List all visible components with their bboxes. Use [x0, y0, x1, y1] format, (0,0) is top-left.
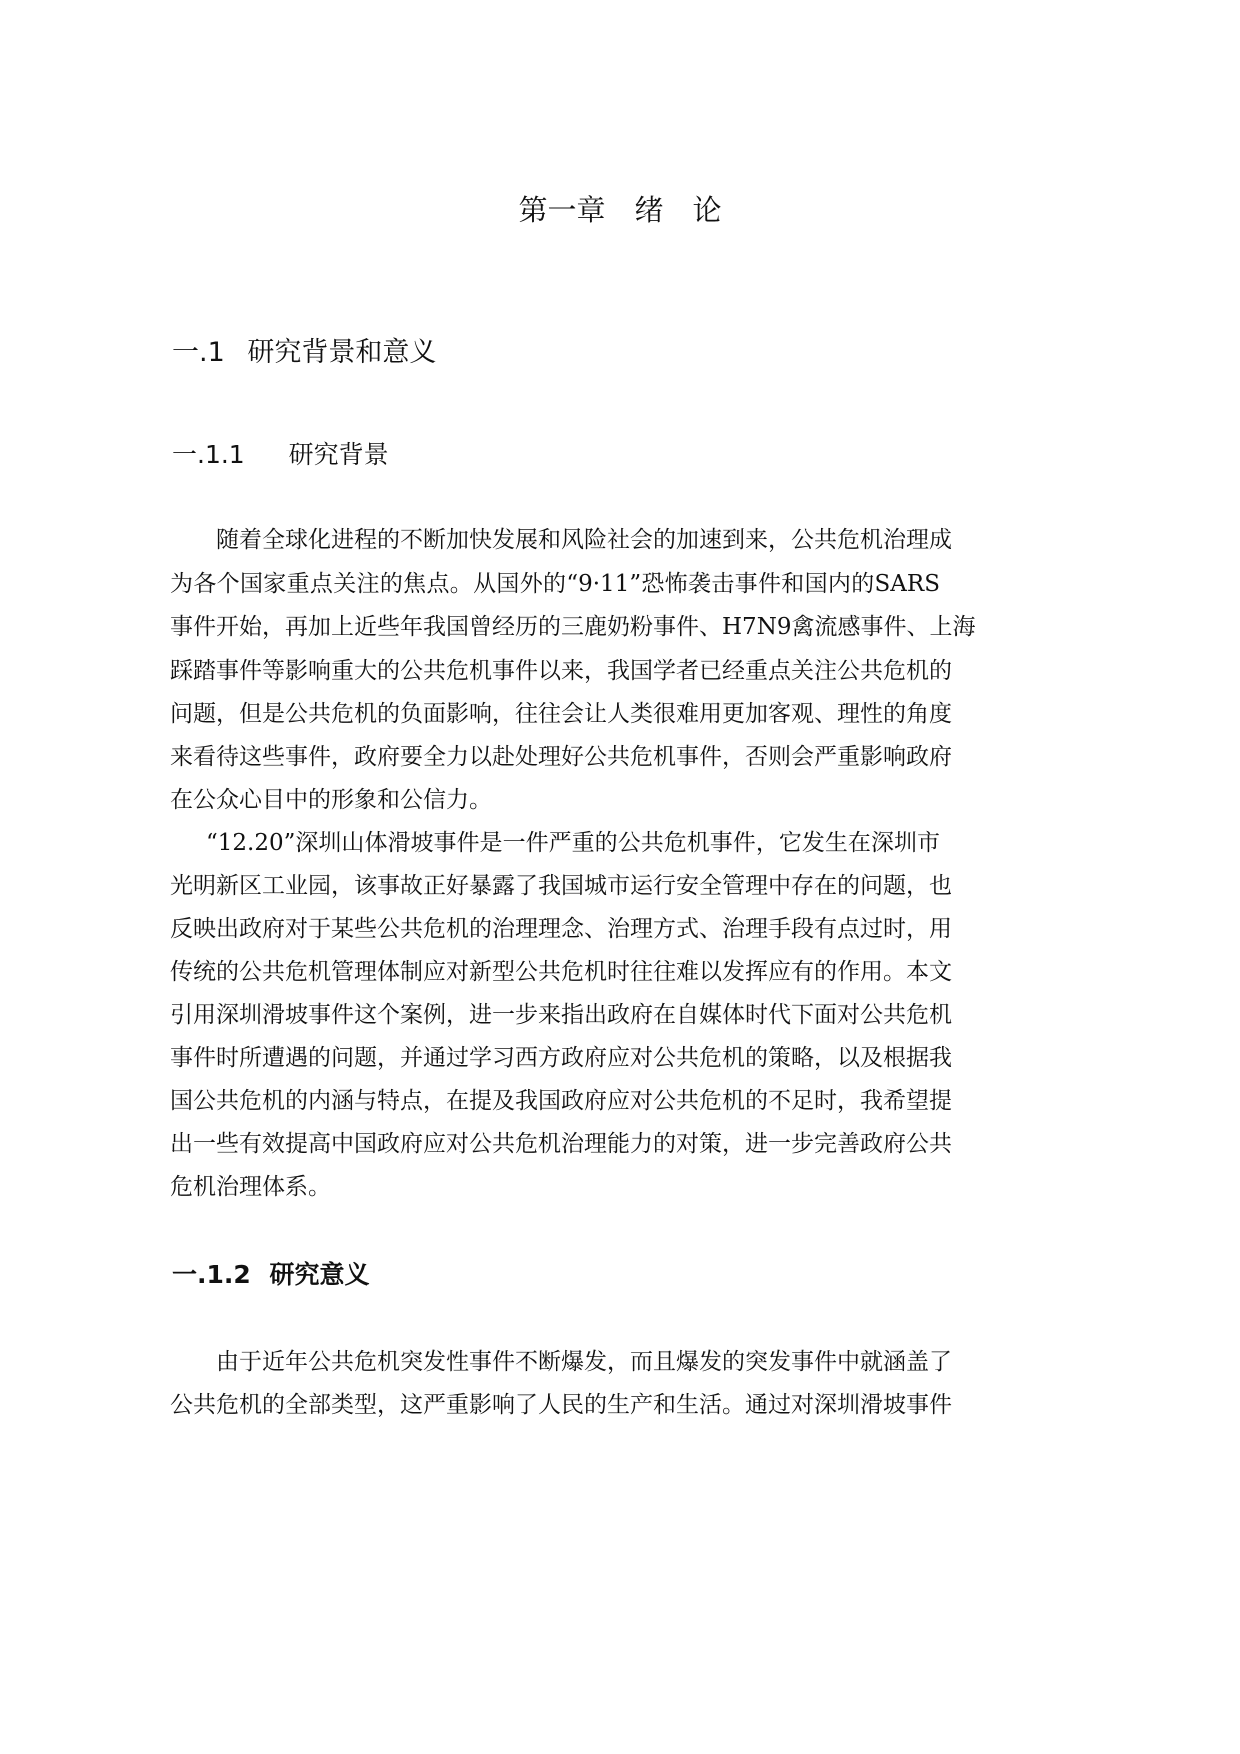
paragraph-1-line: 来看待这些事件，政府要全力以赴处理好公共危机事件，否则会严重影响政府	[170, 744, 952, 770]
paragraph-2-line: 传统的公共危机管理体制应对新型公共危机时往往难以发挥应有的作用。本文	[170, 959, 952, 985]
paragraph-3-line: 由于近年公共危机突发性事件不断爆发，而且爆发的突发事件中就涵盖了	[216, 1349, 952, 1375]
subsection-title: 研究背景	[288, 440, 389, 469]
subsection-heading-1-2	[172, 1255, 370, 1291]
paragraph-1-line: 问题，但是公共危机的负面影响，往往会让人类很难用更加客观、理性的角度	[170, 701, 952, 727]
subsection-heading-1-1	[172, 435, 389, 471]
paragraph-2-line: 国公共危机的内涵与特点，在提及我国政府应对公共危机的不足时，我希望提	[170, 1088, 952, 1114]
subsection-number: 一.1.2	[172, 1260, 251, 1289]
paragraph-1-line: 随着全球化进程的不断加快发展和风险社会的加速到来，公共危机治理成	[216, 527, 952, 553]
paragraph-2-line: 危机治理体系。	[170, 1174, 331, 1200]
paragraph-2-line: 引用深圳滑坡事件这个案例，进一步来指出政府在自媒体时代下面对公共危机	[170, 1002, 952, 1028]
section-title: 研究背景和意义	[247, 337, 437, 368]
section-number: 一.1	[172, 337, 225, 368]
section-heading-1	[172, 330, 436, 369]
paragraph-2-line: 反映出政府对于某些公共危机的治理理念、治理方式、治理手段有点过时，用	[170, 916, 952, 942]
paragraph-2-line: “12.20”深圳山体滑坡事件是一件严重的公共危机事件，它发生在深圳市	[206, 830, 940, 856]
paragraph-1-line: 事件开始，再加上近些年我国曾经历的三鹿奶粉事件、H7N9禽流感事件、上海	[170, 614, 976, 640]
paragraph-3-line: 公共危机的全部类型，这严重影响了人民的生产和生活。通过对深圳滑坡事件	[170, 1392, 952, 1418]
paragraph-2-line: 出一些有效提高中国政府应对公共危机治理能力的对策，进一步完善政府公共	[170, 1131, 952, 1157]
paragraph-1-line: 为各个国家重点关注的焦点。从国外的“9·11”恐怖袭击事件和国内的SARS	[170, 571, 940, 597]
paragraph-2-line: 事件时所遭遇的问题，并通过学习西方政府应对公共危机的策略，以及根据我	[170, 1045, 952, 1071]
paragraph-1-line: 在公众心目中的形象和公信力。	[170, 787, 492, 813]
paragraph-1-line: 踩踏事件等影响重大的公共危机事件以来，我国学者已经重点关注公共危机的	[170, 658, 952, 684]
subsection-number: 一.1.1	[172, 440, 245, 469]
paragraph-2-line: 光明新区工业园，该事故正好暴露了我国城市运行安全管理中存在的问题，也	[170, 873, 952, 899]
subsection-title: 研究意义	[269, 1260, 370, 1289]
chapter-title: 第一章 绪 论	[518, 193, 722, 227]
